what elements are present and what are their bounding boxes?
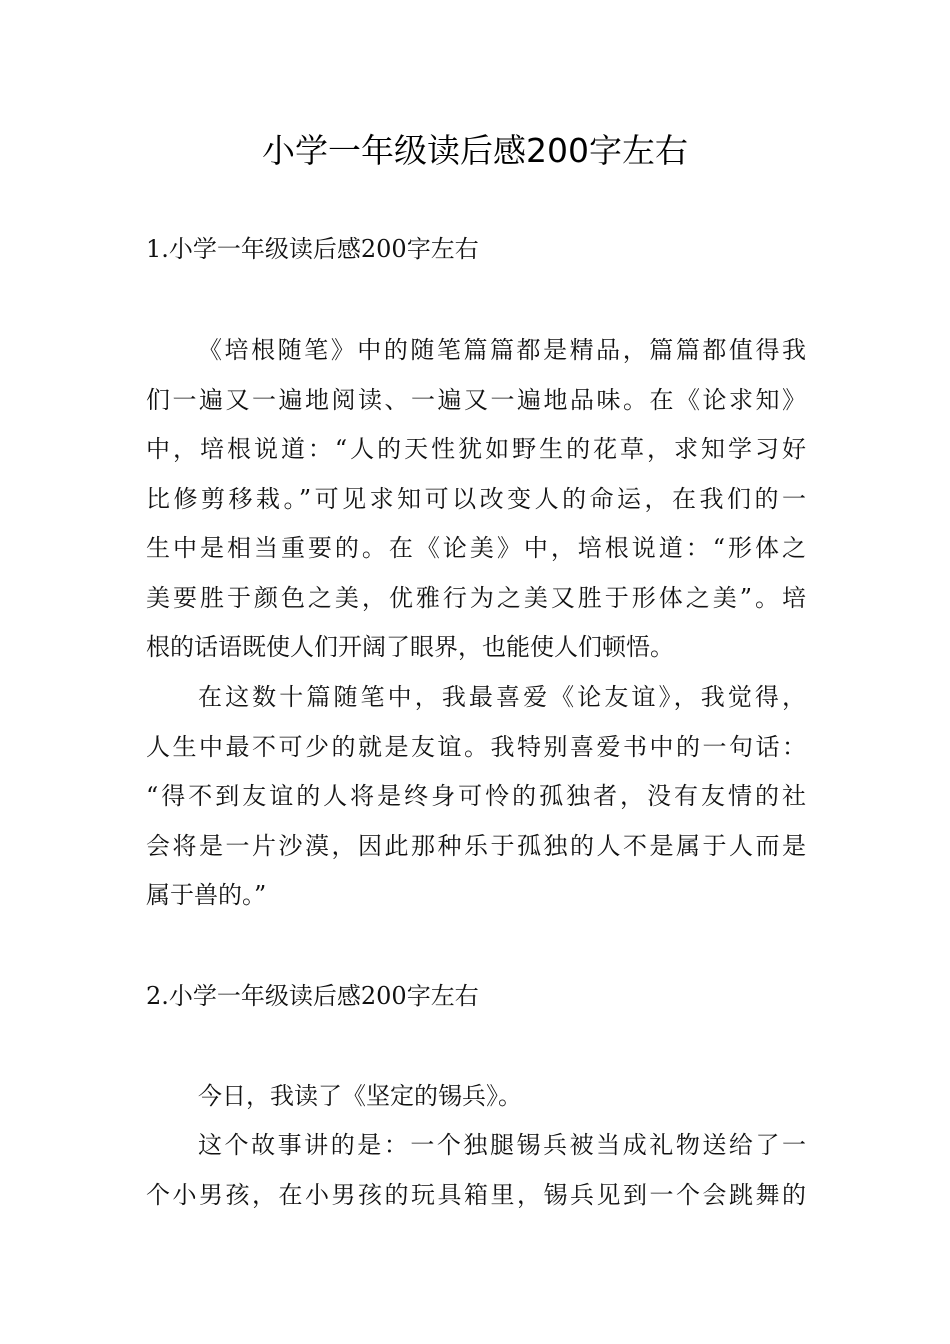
text-line: 美要胜于颜色之美，优雅行为之美又胜于形体之美”。培 xyxy=(146,583,806,612)
section-2-paragraph-1 xyxy=(146,1072,806,1122)
section-heading-2: 2.小学一年级读后感200字左右 xyxy=(146,982,479,1010)
text-line: 比修剪移栽。”可见求知可以改变人的命运，在我们的一 xyxy=(146,484,806,513)
section-heading-1: 1.小学一年级读后感200字左右 xyxy=(146,235,479,263)
text-line: 中，培根说道：“人的天性犹如野生的花草，求知学习好 xyxy=(146,435,806,463)
text-line: 在这数十篇随笔中，我最喜爱《论友谊》，我觉得， xyxy=(198,683,806,711)
document-title: 小学一年级读后感200字左右 xyxy=(262,131,688,170)
text-line: 根的话语既使人们开阔了眼界，也能使人们顿悟。 xyxy=(146,633,674,661)
text-line: 生中是相当重要的。在《论美》中，培根说道：“形体之 xyxy=(146,534,806,562)
text-line: 这个故事讲的是：一个独腿锡兵被当成礼物送给了一 xyxy=(198,1131,806,1159)
text-line: 会将是一片沙漠，因此那种乐于孤独的人不是属于人而是 xyxy=(146,831,806,860)
text-line: 属于兽的。” xyxy=(146,881,267,909)
text-line: 《培根随笔》中的随笔篇篇都是精品，篇篇都值得我 xyxy=(198,336,806,364)
text-line: 今日，我读了《坚定的锡兵》。 xyxy=(198,1082,522,1110)
section-1-paragraph-1 xyxy=(146,326,806,673)
section-2-paragraph-2 xyxy=(146,1121,806,1220)
text-line: 人生中最不可少的就是友谊。我特别喜爱书中的一句话： xyxy=(146,732,806,761)
text-line: 们一遍又一遍地阅读、一遍又一遍地品味。在《论求知》 xyxy=(146,385,806,414)
text-line: “得不到友谊的人将是终身可怜的孤独者，没有友情的社 xyxy=(146,782,806,810)
section-1-paragraph-2 xyxy=(146,673,806,921)
text-line: 个小男孩，在小男孩的玩具箱里，锡兵见到一个会跳舞的 xyxy=(146,1180,806,1209)
